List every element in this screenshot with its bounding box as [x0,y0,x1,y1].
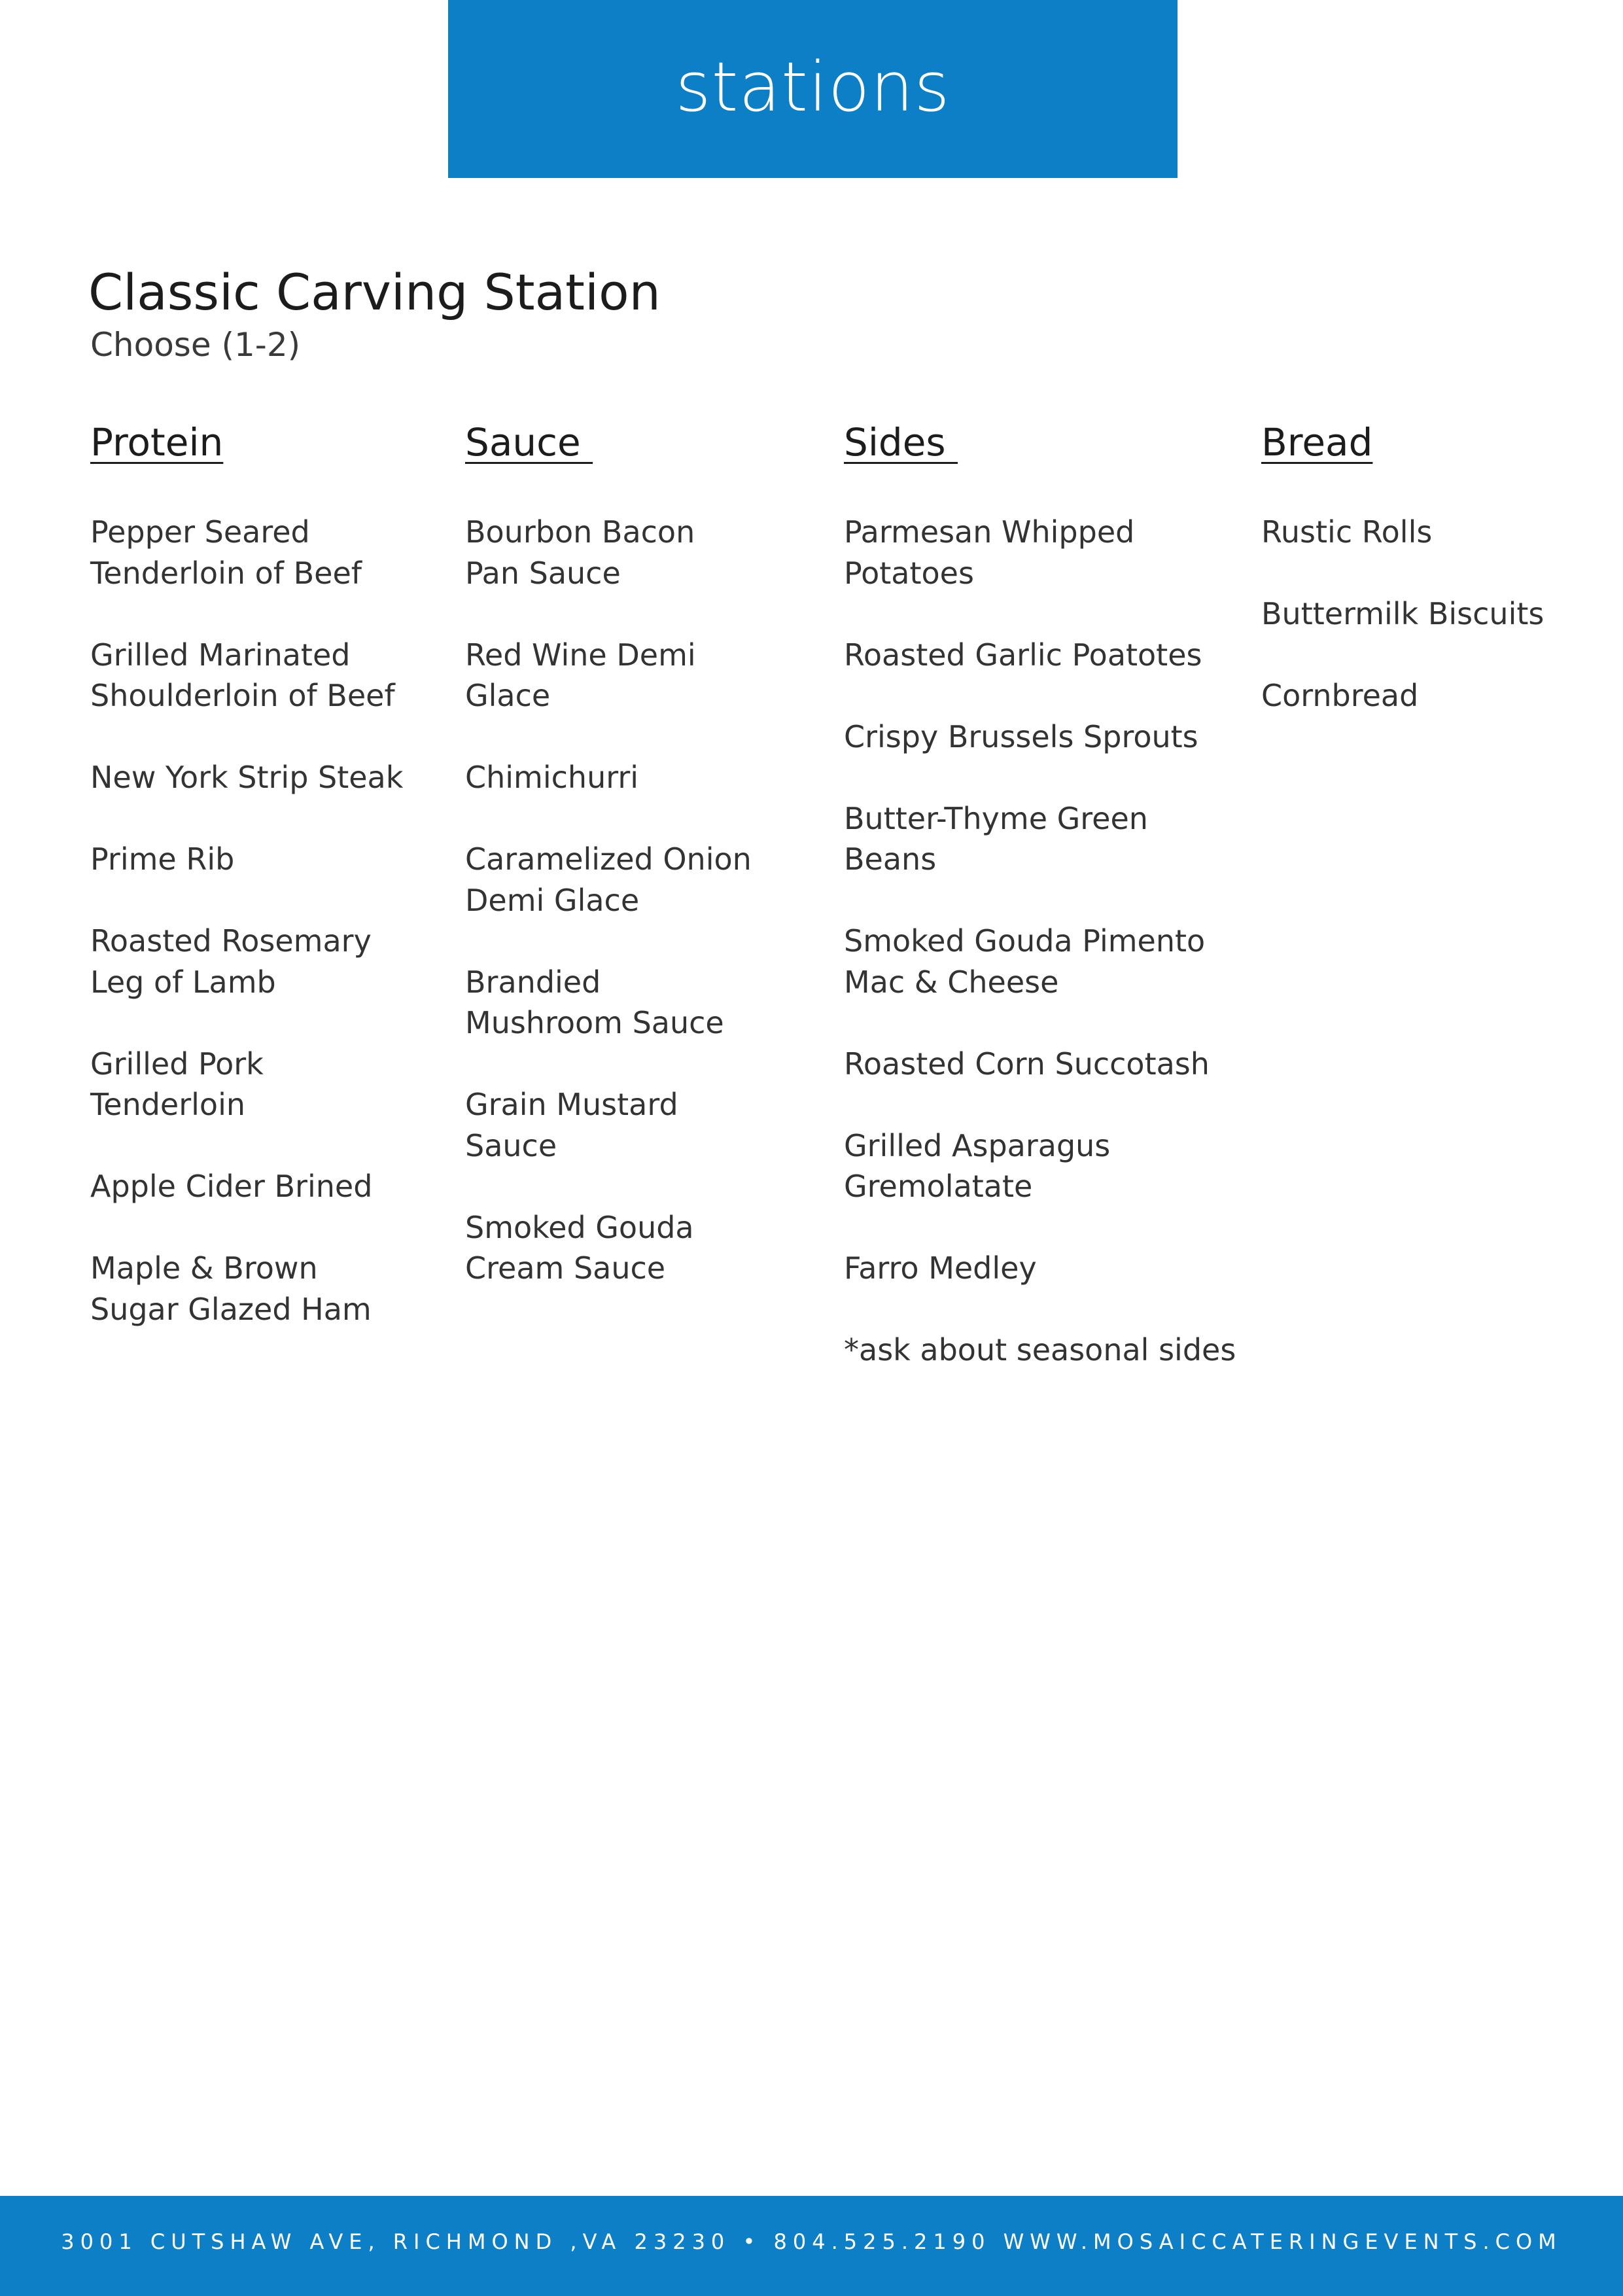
menu-item: Farro Medley [844,1250,1037,1286]
menu-item: Grilled Pork Tenderloin [90,1046,264,1122]
station-subtitle: Choose (1-2) [90,326,301,364]
menu-item: Maple & Brown Sugar Glazed Ham [90,1250,372,1327]
menu-item: Red Wine Demi Glace [465,637,696,713]
menu-item: New York Strip Steak [90,760,404,795]
menu-item: Smoked Gouda Pimento Mac & Cheese [844,923,1206,1000]
menu-item: Butter-Thyme Green Beans [844,800,1148,877]
column-sauce [465,416,818,1330]
header-title: stations [675,47,951,127]
column-protein [90,416,444,1371]
menu-item: Smoked Gouda Cream Sauce [465,1209,694,1286]
footer-contact-text: 3001 CUTSHAW AVE, RICHMOND ,VA 23230 • 804.525.2190 WWW.MOSAICCATERINGEVENTS.COM [61,2229,1562,2254]
footer-bar [0,2196,1623,2296]
menu-item: Rustic Rolls [1261,514,1433,550]
menu-item: Roasted Garlic Poatotes [844,637,1202,673]
menu-item: Roasted Corn Succotash [844,1046,1210,1082]
column-heading-sauce: Sauce [465,420,593,465]
menu-item: Buttermilk Biscuits [1261,596,1544,631]
menu-item: Bourbon Bacon Pan Sauce [465,514,695,591]
sides-list [844,512,1249,1371]
column-sides [844,416,1249,1411]
protein-list [90,512,444,1330]
bread-list [1261,512,1601,716]
header-tab [448,0,1178,178]
sauce-list [465,512,818,1289]
menu-item: Brandied Mushroom Sauce [465,964,724,1040]
menu-item: Apple Cider Brined [90,1169,373,1204]
column-heading-bread: Bread [1261,420,1373,465]
station-title: Classic Carving Station [88,263,661,321]
menu-item: Chimichurri [465,760,639,795]
menu-item: Crispy Brussels Sprouts [844,718,1198,754]
menu-item: Prime Rib [90,841,235,877]
column-heading-sides: Sides [844,420,958,465]
menu-item: Cornbread [1261,678,1419,713]
column-bread [1261,416,1601,757]
menu-item: Grilled Asparagus Gremolatate [844,1127,1111,1204]
menu-item: Caramelized Onion Demi Glace [465,841,752,918]
menu-item: Roasted Rosemary Leg of Lamb [90,923,372,1000]
menu-item: *ask about seasonal sides [844,1332,1236,1368]
menu-item: Pepper Seared Tenderloin of Beef [90,514,362,591]
menu-item: Parmesan Whipped Potatoes [844,514,1135,591]
menu-item: Grain Mustard Sauce [465,1087,678,1163]
column-heading-protein: Protein [90,420,224,465]
menu-item: Grilled Marinated Shoulderloin of Beef [90,637,395,713]
